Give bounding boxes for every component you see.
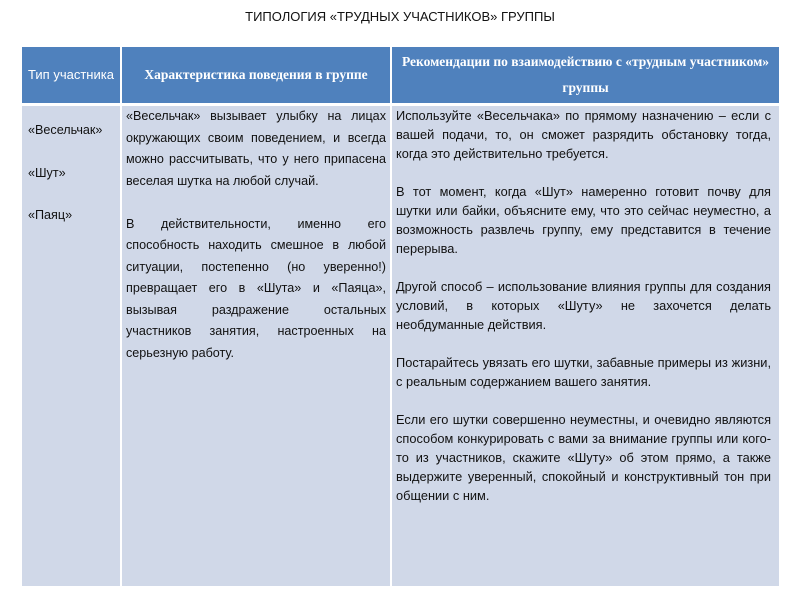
recommendations-cell (391, 105, 779, 587)
type-cell (22, 105, 121, 587)
type-item: «Весельчак» (28, 123, 103, 137)
typology-table (22, 47, 779, 586)
header-behavior: Характеристика поведения в группе (121, 47, 391, 105)
table-row (22, 105, 779, 587)
recommendation-paragraph: В тот момент, когда «Шут» намеренно готовит почву для шутки или байки, объясните ему, что это сейчас неуместно, а возможность развлечь группу, ему представится в течение перерыва. (396, 184, 771, 256)
behavior-cell (121, 105, 391, 587)
type-item: «Шут» (28, 165, 66, 180)
recommendation-paragraph: Постарайтесь увязать его шутки, забавные примеры из жизни, с реальным содержанием вашего занятия. (396, 355, 771, 389)
table-header-row (22, 47, 779, 105)
page-title: ТИПОЛОГИЯ «ТРУДНЫХ УЧАСТНИКОВ» ГРУППЫ (245, 9, 555, 24)
behavior-paragraph: «Весельчак» вызывает улыбку на лицах окружающих своим поведением, и всегда можно рассчитывать, что у него припасена веселая шутка на любой случай. (126, 109, 386, 188)
recommendation-paragraph: Используйте «Весельчака» по прямому назначению – если с вашей подачи, то, он сможет разрядить обстановку тогда, когда это действительно требуется. (396, 108, 771, 161)
recommendation-paragraph: Если его шутки совершенно неуместны, и очевидно являются способом конкурировать с вами за внимание группы или кого-то из участников, скажите «Шуту» об этом прямо, а также выдержите уверенный, спокойный и конструктивный тон при общении с ним. (396, 412, 771, 503)
recommendation-paragraph: Другой способ – использование влияния группы для создания условий, в которых «Шуту» не захочется делать необдуманные действия. (396, 279, 771, 332)
type-item: «Паяц» (28, 208, 73, 222)
header-recommendations: Рекомендации по взаимодействию с «трудным участником» группы (391, 47, 779, 105)
behavior-paragraph: В действительности, именно его способность находить смешное в любой ситуации, постепенно (но уверенно!) превращает его в «Шута» и «Паяца», вызывая раздражение остальных участников занятия, настроенных на серьезную работу. (126, 216, 386, 360)
header-type: Тип участника (22, 47, 121, 105)
